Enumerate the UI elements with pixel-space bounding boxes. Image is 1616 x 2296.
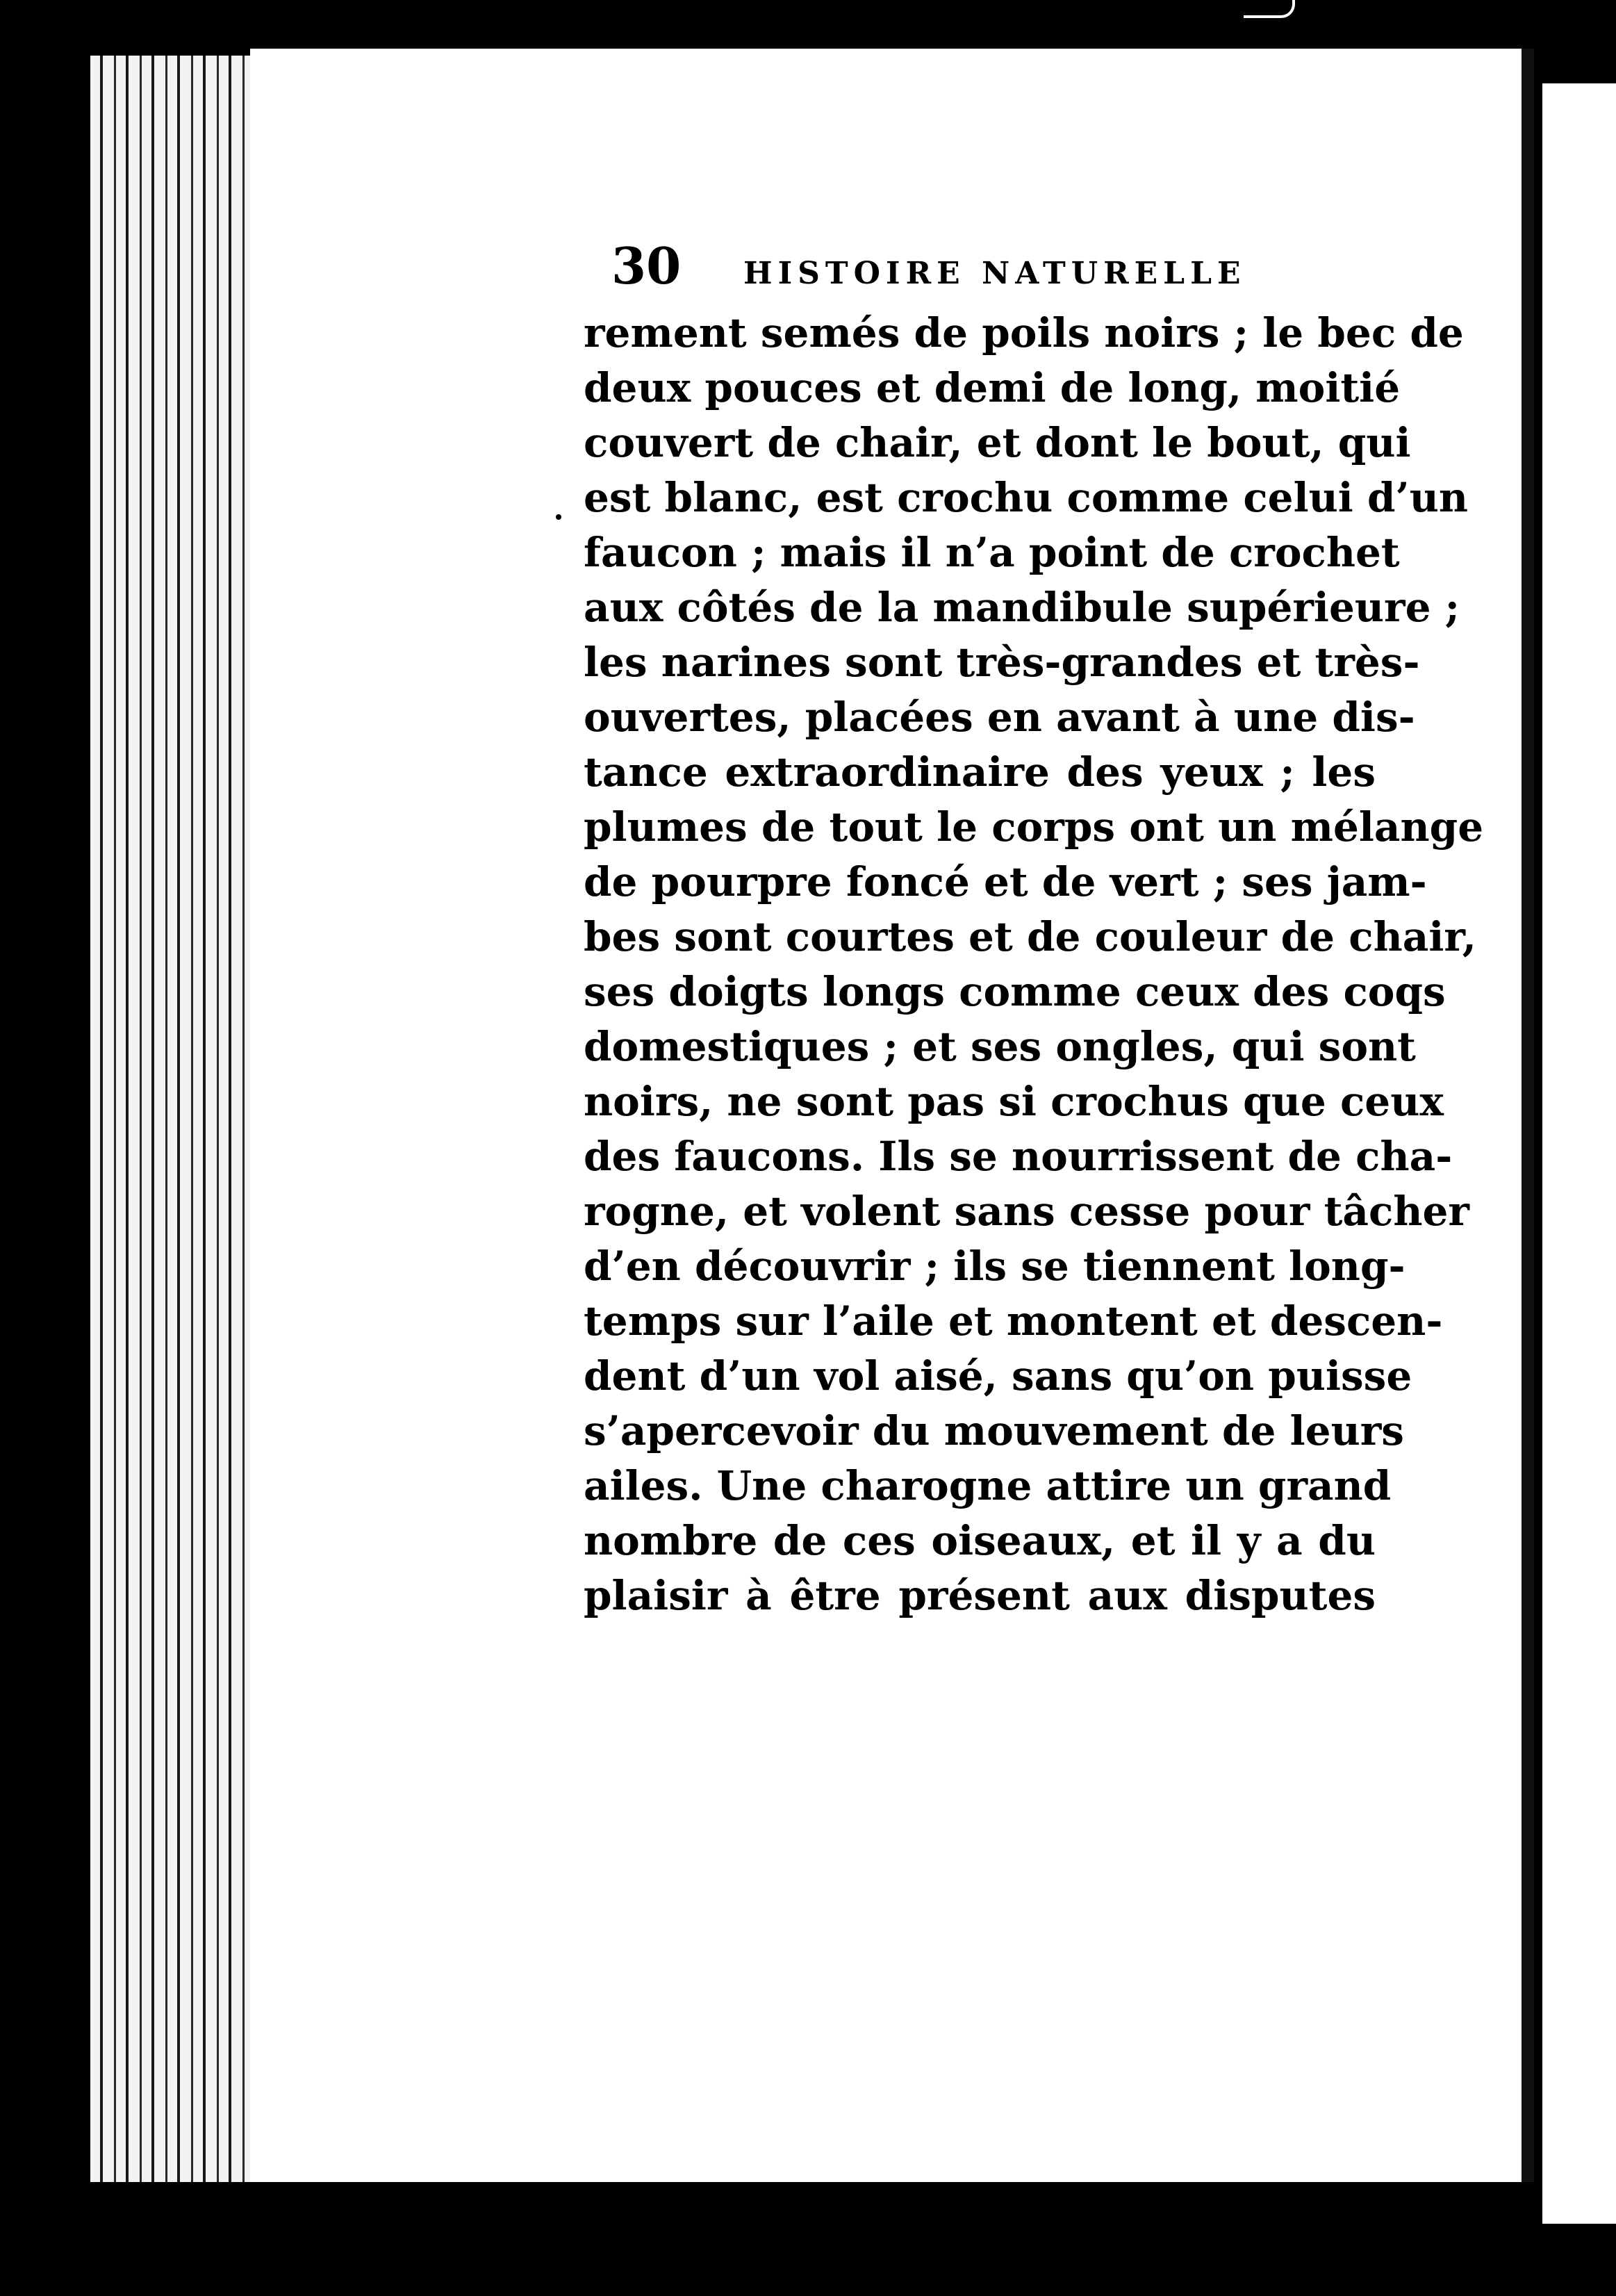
text-line: deux pouces et demi de long, moitié — [584, 364, 1401, 411]
running-title: HISTOIRE NATURELLE — [743, 256, 1246, 291]
text-line: d’en découvrir ; ils se tiennent long- — [584, 1243, 1405, 1290]
text-line: ses doigts longs comme ceux des coqs — [584, 968, 1446, 1015]
corner-scan-mark — [1244, 0, 1295, 18]
text-line: s’apercevoir du mouvement de leurs — [584, 1407, 1404, 1454]
text-line: temps sur l’aile et montent et descen- — [584, 1297, 1443, 1345]
margin-dot — [556, 514, 561, 520]
text-line: tance extraordinaire des yeux ; les — [584, 748, 1376, 796]
text-line: domestiques ; et ses ongles, qui sont — [584, 1023, 1416, 1070]
text-line: ouvertes, placées en avant à une dis- — [584, 694, 1415, 741]
text-line: aux côtés de la mandibule supérieure ; — [584, 584, 1460, 631]
text-line: ailes. Une charogne attire un grand — [584, 1462, 1392, 1509]
page-number: 30 — [611, 236, 682, 295]
text-line: plaisir à être présent aux disputes — [584, 1572, 1376, 1619]
text-line: des faucons. Ils se nourrissent de cha- — [584, 1133, 1453, 1180]
text-line: plumes de tout le corps ont un mélange — [584, 803, 1484, 851]
running-header — [611, 236, 1376, 299]
facing-page-edge — [1542, 83, 1616, 2224]
text-line: rement semés de poils noirs ; le bec de — [584, 309, 1464, 356]
text-line: noirs, ne sont pas si crochus que ceux — [584, 1078, 1444, 1125]
text-line: nombre de ces oiseaux, et il y a du — [584, 1517, 1376, 1564]
text-line: dent d’un vol aisé, sans qu’on puisse — [584, 1352, 1412, 1400]
text-line: faucon ; mais il n’a point de crochet — [584, 529, 1400, 576]
text-line: les narines sont très-grandes et très- — [584, 639, 1420, 686]
text-line: de pourpre foncé et de vert ; ses jam- — [584, 858, 1427, 905]
text-line: rogne, et volent sans cesse pour tâcher — [584, 1188, 1469, 1235]
text-line: bes sont courtes et de couleur de chair, — [584, 913, 1476, 960]
text-line: couvert de chair, et dont le bout, qui — [584, 419, 1411, 466]
body-text — [584, 306, 1484, 1623]
text-line: est blanc, est crochu comme celui d’un — [584, 474, 1469, 521]
